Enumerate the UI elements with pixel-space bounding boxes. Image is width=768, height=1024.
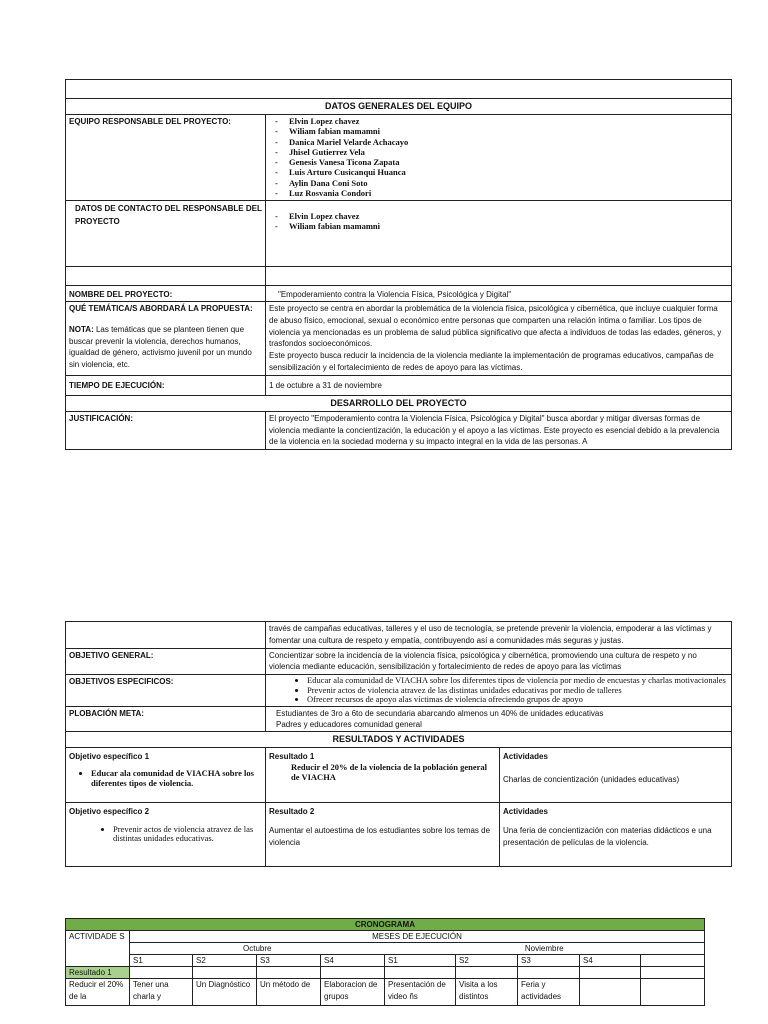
theme-label-cell (66, 302, 266, 376)
theme-paragraph-1: Este proyecto se centra en abordar la problemática de la violencia física, psicológica y cibernética, que incluye cualquier forma de abuso físico, emocional, sexual o económico entre personas que comparten una relación íntima o familiar. Los tipos de violencia ya mencionadas es un problema de salud pública significativo que afecta a individuos de todas las edades, géneros, y trasfondos socioeconómicos. (269, 304, 722, 349)
team-members-cell (266, 115, 732, 201)
team-table-title: DATOS GENERALES DEL EQUIPO (66, 99, 732, 115)
week-header: S3 (518, 955, 580, 967)
theme-text-cell (266, 302, 732, 376)
team-member: - Luis Arturo Cusicanqui Huanca (289, 167, 728, 177)
team-member: - Jhisel Gutierrez Vela (289, 147, 728, 157)
justification-text: El proyecto "Empoderamiento contra la Violencia Física, Psicológica y Digital" busca abordar y mitigar diversas formas de violencia mediante la concientización, la educación y el apoyo a las víctimas. Este proyecto es esencial debido a la prevalencia de la violencia en la sociedad moderna y su impacto integral en la vida de las personas. A (266, 411, 732, 449)
blank-cell (66, 267, 266, 286)
general-objective-label: OBJETIVO GENERAL: (66, 648, 266, 675)
development-title: DESARROLLO DEL PROYECTO (66, 395, 732, 411)
contact-members-list (269, 211, 728, 232)
schedule-cell: Un Diagnóstico (193, 979, 257, 1006)
activities-header: ACTIVIDADE S (66, 931, 130, 967)
week-header: S2 (193, 955, 257, 967)
time-value: 1 de octubre a 31 de noviembre (266, 375, 732, 395)
activities-2-cell (500, 802, 732, 866)
target-line: Estudiantes de 3ro a 6to de secundaria abarcando almenos un 40% de unidades educativas (276, 708, 604, 718)
activities-1-label: Actividades (503, 751, 548, 761)
justification-continued: través de campañas educativas, talleres y el uso de tecnología, se pretende prevenir la violencia, empoderar a las víctimas y fomentar una cultura de respeto y empatía, contribuyendo así a comunidades más seguras y justas. (266, 622, 732, 649)
week-header-empty (641, 955, 705, 967)
activities-1-text: Charlas de concientización (unidades educativas) (503, 774, 680, 784)
week-header: S4 (580, 955, 641, 967)
week-header: S3 (257, 955, 321, 967)
team-member: - Danica Mariel Velarde Achacayo (289, 137, 728, 147)
team-members-list (269, 116, 728, 198)
schedule-cell (385, 967, 456, 979)
week-header: S1 (130, 955, 193, 967)
schedule-cell (321, 967, 385, 979)
schedule-cell (257, 967, 321, 979)
schedule-cell (193, 967, 257, 979)
blank-top-row (66, 80, 732, 99)
objective-1-cell (66, 747, 266, 802)
schedule-cell: Elaboracion de grupos (321, 979, 385, 1006)
month-november: Noviembre (385, 943, 705, 955)
objective-2-list (69, 825, 262, 844)
team-member: - Genesis Vanesa Ticona Zapata (289, 157, 728, 167)
team-member: - Elvin Lopez chavez (289, 116, 728, 126)
objectives-table (65, 621, 732, 867)
schedule-cell (456, 967, 518, 979)
activities-2-label: Actividades (503, 806, 548, 816)
schedule-cell: Reducir el 20% de la (66, 979, 130, 1006)
project-name-label: NOMBRE DEL PROYECTO: (66, 286, 266, 302)
schedule-cell: Un método de (257, 979, 321, 1006)
specific-objectives-label: OBJETIVOS ESPECIFICOS: (66, 675, 266, 707)
time-label: TIEMPO DE EJECUCIÓN: (66, 375, 266, 395)
team-member: - Aylin Dana Coni Soto (289, 178, 728, 188)
schedule-cell (580, 979, 641, 1006)
result-1-label: Resultado 1 (269, 751, 315, 761)
note-text: Las temáticas que se planteen tienen que buscar prevenir la violencia, derechos humanos, igualdad de género, activismo juvenil por un mundo sin violencia, etc. (69, 325, 252, 369)
schedule-cell (130, 967, 193, 979)
team-member: - Luz Rosvania Condori (289, 188, 728, 198)
justification-label: JUSTIFICACIÓN: (66, 411, 266, 449)
theme-note (69, 324, 262, 370)
week-header: S2 (456, 955, 518, 967)
specific-objective: • Prevenir actos de violencia atravez de las distintas unidades educativas por medio de talleres (307, 686, 728, 696)
objective-2-text: • Prevenir actos de violencia atravez de las distintas unidades educativas. (113, 825, 262, 844)
schedule-cell (641, 979, 705, 1006)
schedule-cell: Feria y actividades (518, 979, 580, 1006)
team-data-table (65, 79, 732, 450)
months-header: MESES DE EJECUCIÓN (130, 931, 705, 943)
contact-member: - Elvin Lopez chavez (289, 211, 728, 221)
objective-1-label: Objetivo específico 1 (69, 751, 150, 761)
result-2-text: Aumentar el autoestima de los estudiantes sobre los temas de violencia (269, 825, 491, 847)
activities-2-text: Una feria de concientización con materias didácticos e una presentación de películas de la violencia. (503, 825, 712, 847)
target-line: Padres y educadores comunidad general (276, 719, 422, 729)
theme-label: QUÉ TEMÁTICA/S ABORDARÁ LA PROPUESTA: (69, 304, 253, 313)
target-label: PLOBACIÓN META: (66, 706, 266, 731)
general-objective: Concientizar sobre la incidencia de la violencia física, psicológica y cibernética, promoviendo una cultura de respeto y no violencia mediante educación, sensibilización y fortalecimiento de redes de apoyo para las víctimas (266, 648, 732, 675)
schedule-title: CRONOGRAMA (66, 919, 705, 931)
schedule-cell: Presentación de video ñs (385, 979, 456, 1006)
objective-2-label: Objetivo específico 2 (69, 806, 150, 816)
results-title: RESULTADOS Y ACTIVIDADES (66, 731, 732, 747)
activities-1-cell (500, 747, 732, 802)
schedule-cell (580, 967, 641, 979)
note-label: NOTA: (69, 325, 94, 334)
schedule-cell (518, 967, 580, 979)
result-1-row-label: Resultado 1 (66, 967, 130, 979)
week-header: S1 (385, 955, 456, 967)
schedule-table (65, 918, 705, 1006)
contact-members-cell (266, 201, 732, 267)
objective-2-cell (66, 802, 266, 866)
specific-objectives-list (269, 676, 728, 705)
theme-paragraph-2: Este proyecto busca reducir la incidencia de la violencia mediante la implementación de programas educativos, campañas de sensibilización y el fortalecimiento de redes de apoyo para las víctimas. (269, 351, 714, 372)
schedule-cell: Tener una charla y (130, 979, 193, 1006)
contact-member: - Wiliam fabian mamamni (289, 221, 728, 231)
specific-objective: • Ofrecer recursos de apoyo alas víctimas de violencia ofreciendo grupos de apoyo (307, 695, 728, 705)
month-october: Octubre (130, 943, 385, 955)
specific-objectives-cell (266, 675, 732, 707)
result-2-label: Resultado 2 (269, 806, 315, 816)
objective-1-list (69, 768, 262, 789)
blank-cell (66, 622, 266, 649)
specific-objective: • Educar ala comunidad de VIACHA sobre los diferentes tipos de violencia por medio de encuestas y charlas motivacionales (307, 676, 728, 686)
target-cell (266, 706, 732, 731)
result-1-text: Reducir el 20% de la violencia de la población general de VIACHA (291, 761, 488, 783)
objective-1-text: • Educar ala comunidad de VIACHA sobre los diferentes tipos de violencia. (91, 768, 262, 789)
result-1-cell (266, 747, 500, 802)
result-2-cell (266, 802, 500, 866)
blank-cell (266, 267, 732, 286)
team-member: - Wiliam fabian mamamni (289, 126, 728, 136)
schedule-cell: Visita a los distintos (456, 979, 518, 1006)
schedule-cell (641, 967, 705, 979)
project-name: "Empoderamiento contra la Violencia Física, Psicológica y Digital" (266, 286, 732, 302)
week-header: S4 (321, 955, 385, 967)
contact-label: DATOS DE CONTACTO DEL RESPONSABLE DEL PROYECTO (66, 201, 266, 267)
team-label: EQUIPO RESPONSABLE DEL PROYECTO: (66, 115, 266, 201)
